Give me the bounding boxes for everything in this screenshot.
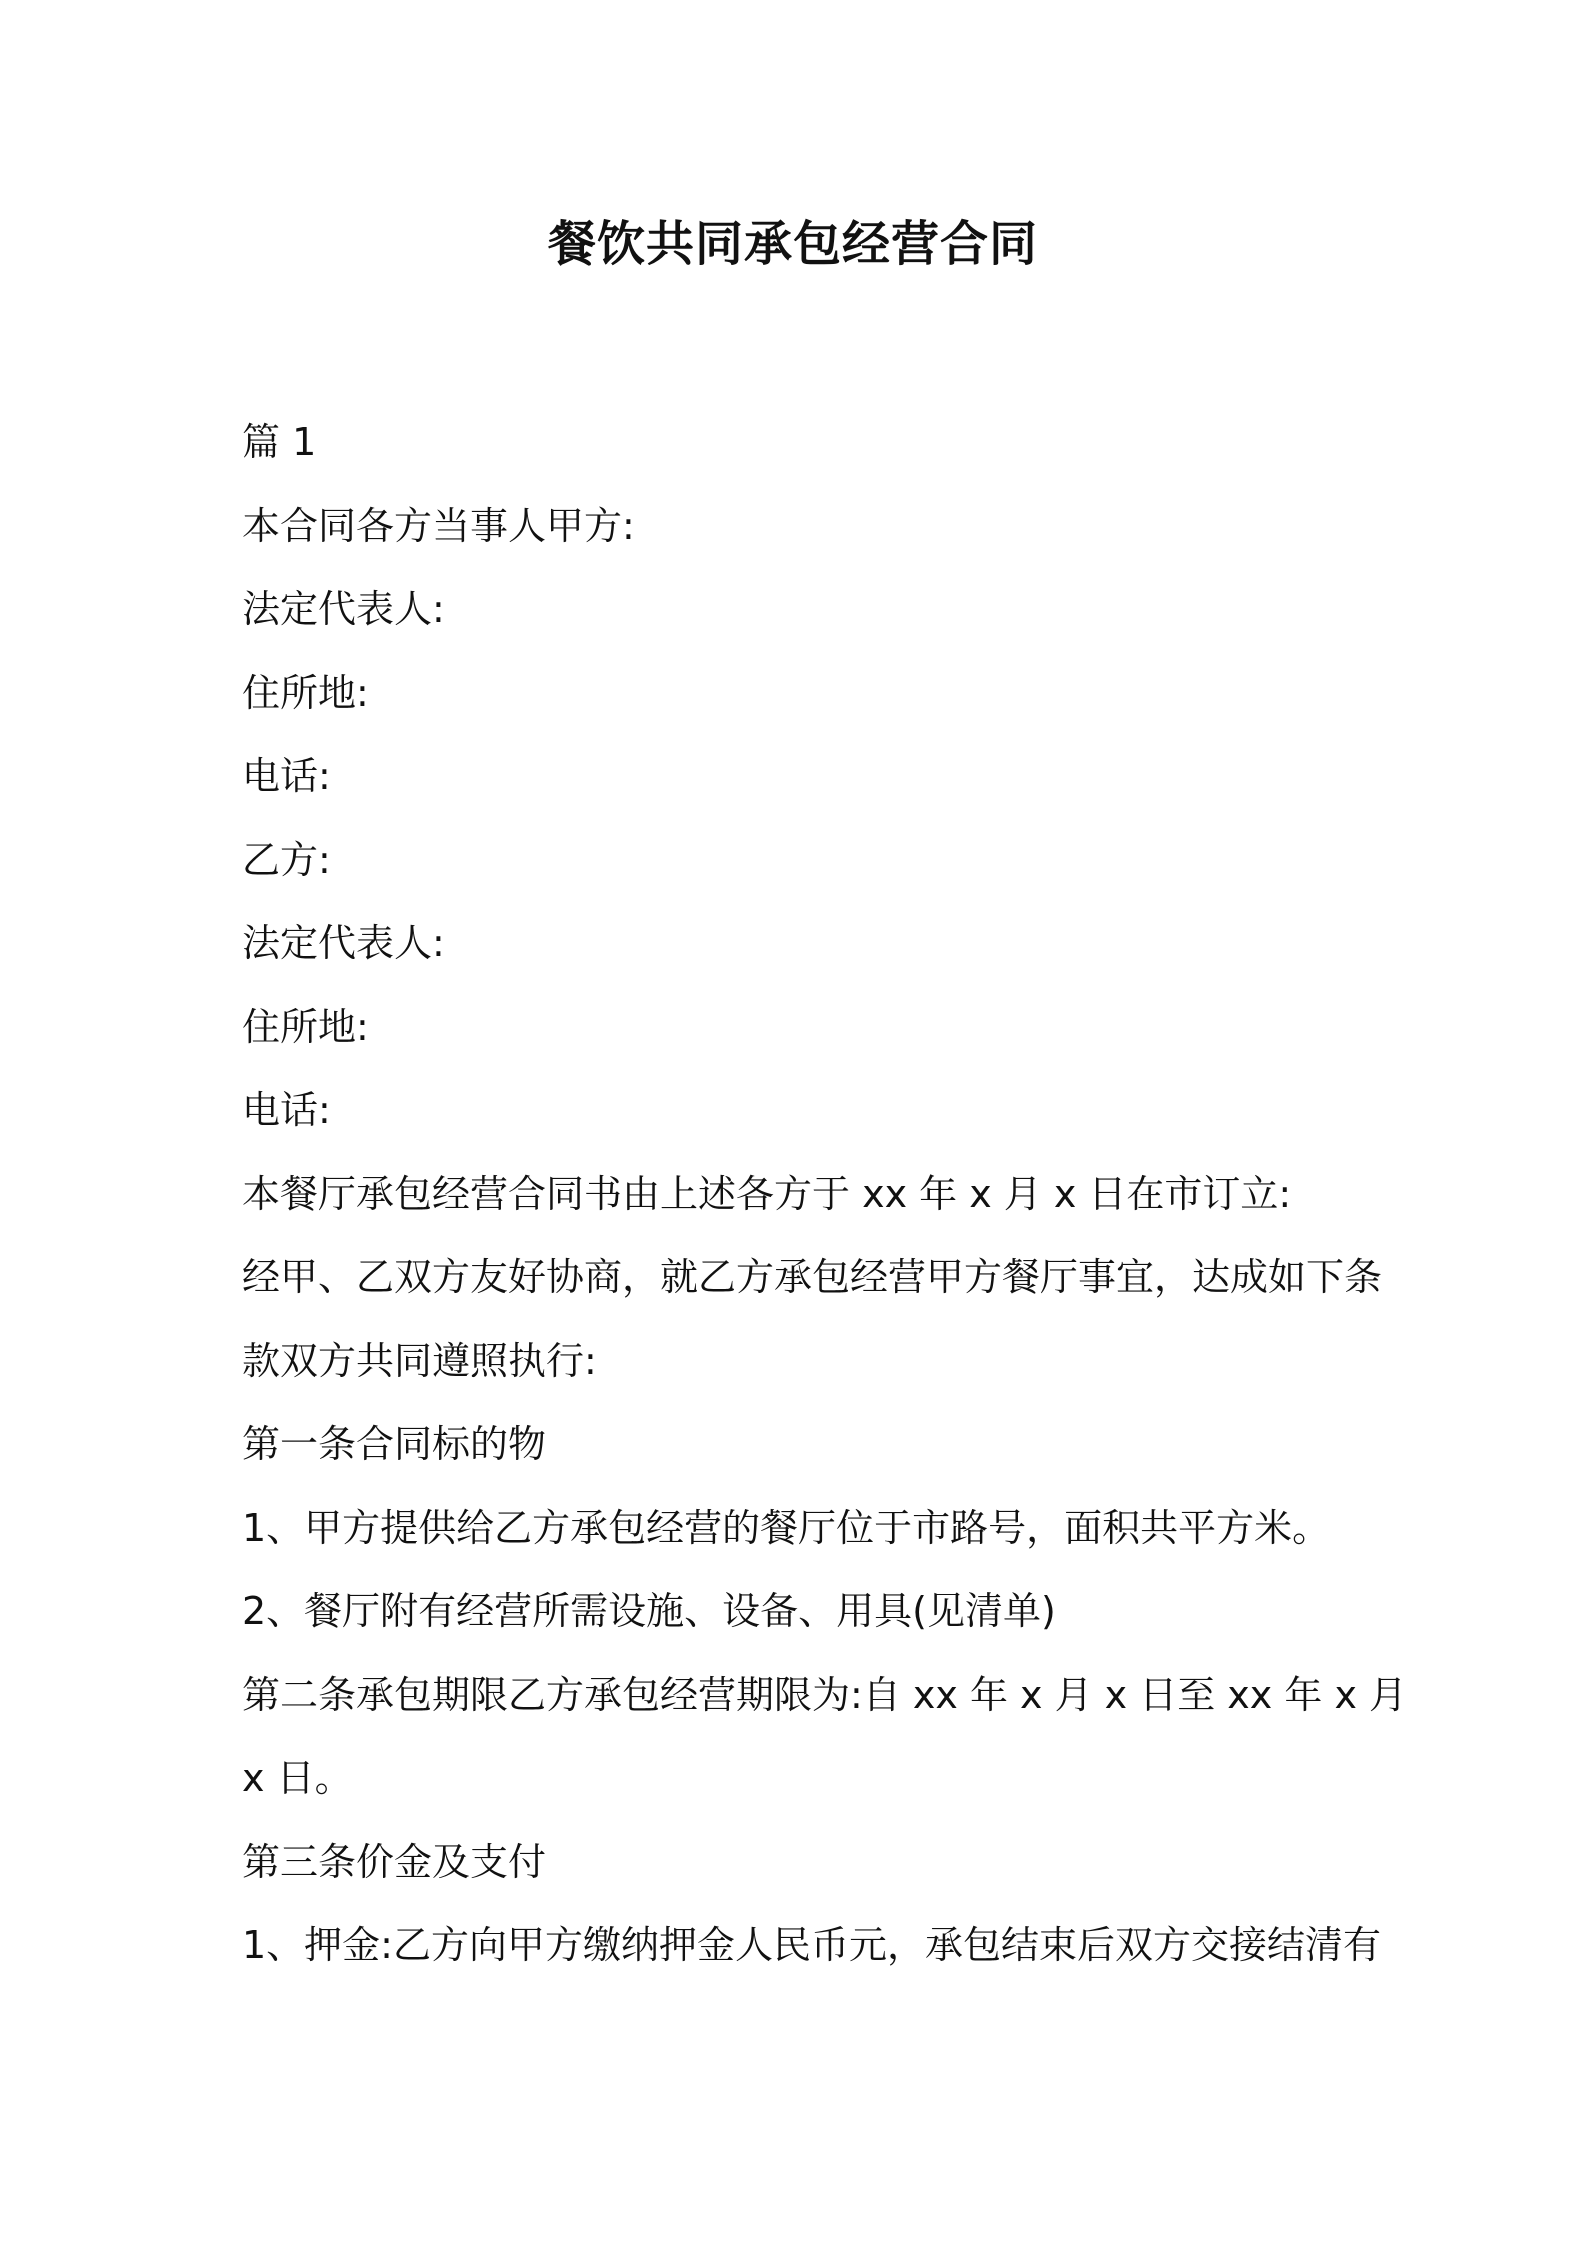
party-b-line: 乙方: — [242, 837, 331, 882]
document-body — [242, 410, 1408, 1997]
party-a-line: 本合同各方当事人甲方: — [242, 503, 635, 548]
party-a-phone: 电话: — [242, 754, 331, 798]
party-a-address: 住所地: — [242, 670, 369, 715]
agreement-intro-line-2: 款双方共同遵照执行: — [242, 1338, 597, 1383]
agreement-intro-line-1: 经甲、乙双方友好协商，就乙方承包经营甲方餐厅事宜，达成如下条 — [242, 1255, 1383, 1299]
article-3-heading: 第三条价金及支付 — [242, 1839, 547, 1884]
document-title: 餐饮共同承包经营合同 — [547, 216, 1038, 272]
party-b-phone: 电话: — [242, 1088, 331, 1132]
article-1-heading: 第一条合同标的物 — [242, 1422, 547, 1466]
party-a-legal-rep: 法定代表人: — [242, 587, 445, 631]
party-b-legal-rep: 法定代表人: — [242, 921, 445, 965]
article-1-item-2: 2、餐厅附有经营所需设施、设备、用具(见清单) — [242, 1589, 1056, 1633]
party-b-address: 住所地: — [242, 1004, 369, 1049]
article-3-item-1: 1、押金:乙方向甲方缴纳押金人民币元，承包结束后双方交接结清有 — [242, 1923, 1381, 1967]
contract-signing-line: 本餐厅承包经营合同书由上述各方于 xx 年 x 月 x 日在市订立: — [242, 1171, 1292, 1216]
article-1-item-1: 1、甲方提供给乙方承包经营的餐厅位于市路号，面积共平方米。 — [242, 1505, 1331, 1550]
article-2-line-2: x 日。 — [242, 1756, 353, 1800]
article-2-line-1: 第二条承包期限乙方承包经营期限为:自 xx 年 x 月 x 日至 xx 年 x 月 — [242, 1672, 1408, 1717]
section-label: 篇 1 — [242, 420, 317, 464]
